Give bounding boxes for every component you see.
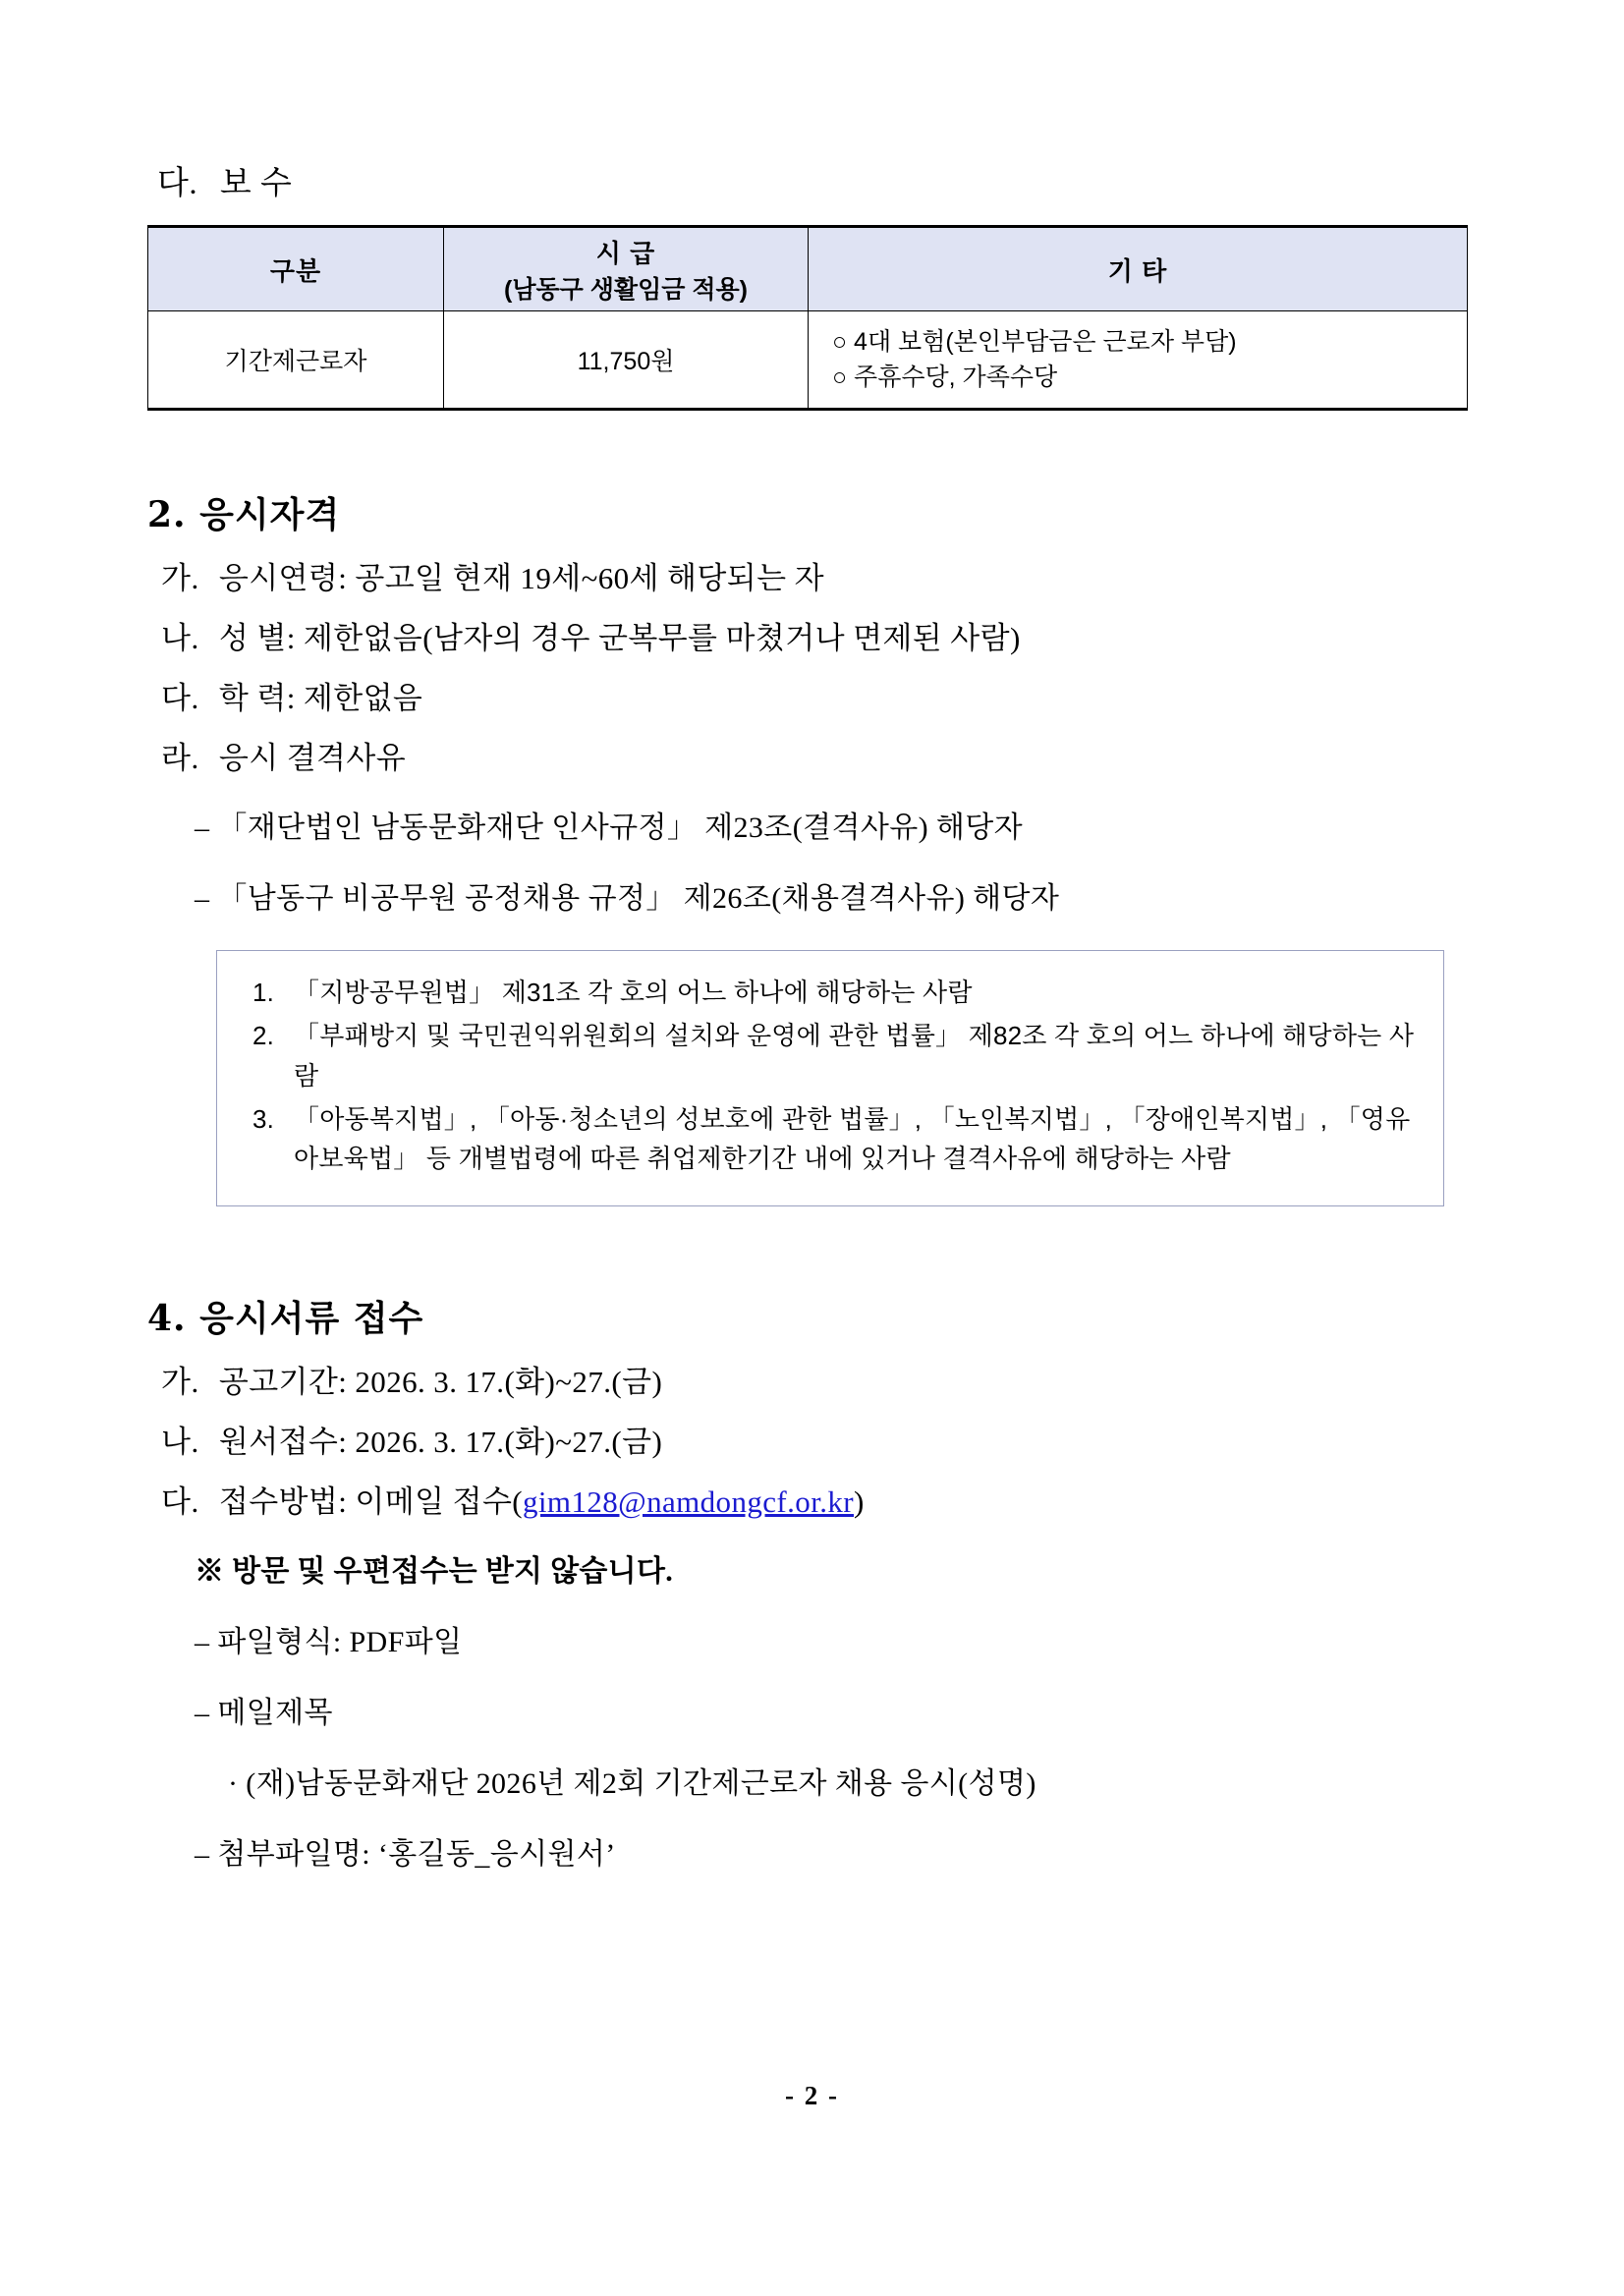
- list-item: 2. 「부패방지 및 국민권익위원회의 설치와 운영에 관한 법률」 제82조 각 호의 어느 하나에 해당하는 사람: [252, 1021, 1415, 1091]
- pay-row-type: 기간제근로자: [148, 311, 444, 410]
- section-4-dash-subject: – 메일제목: [195, 1697, 333, 1730]
- section-2-heading: 2. 응시자격: [147, 494, 341, 535]
- section-2-item-gender: 나. 성 별: 제한없음(남자의 경우 군복무를 마쳤거나 면제된 사람): [161, 621, 1021, 655]
- pay-table-header-type: 구분: [148, 227, 444, 311]
- section-4-heading: 4. 응시서류 접수: [147, 1298, 424, 1340]
- table-row: [148, 311, 1468, 410]
- section-2-item-disqualification: 라. 응시 결격사유: [161, 741, 407, 775]
- pay-row-etc-line1: ○ 4대 보험(본인부담금은 근로자 부담): [832, 327, 1237, 356]
- pay-table-head: [148, 227, 1468, 311]
- email-link[interactable]: gim128@namdongcf.or.kr: [523, 1484, 854, 1520]
- pay-table-body: [148, 311, 1468, 410]
- document-content: [147, 157, 1484, 1900]
- section-2-item-education: 다. 학 력: 제한없음: [161, 681, 423, 715]
- pay-row-wage: 11,750원: [444, 311, 809, 410]
- disqualification-list: [243, 973, 1418, 1178]
- pay-table-header-wage: 시 급 (남동구 생활임금 적용): [444, 227, 809, 311]
- section-4-dash-filetype: – 파일형식: PDF파일: [195, 1626, 463, 1659]
- section-4-item-application: 나. 원서접수: 2026. 3. 17.(화)~27.(금): [161, 1425, 663, 1460]
- section-4-item-period: 가. 공고기간: 2026. 3. 17.(화)~27.(금): [161, 1365, 663, 1400]
- section-2-dash-2: – 「남동구 비공무원 공정채용 규정」 제26조(채용결격사유) 해당자: [195, 882, 1060, 915]
- pay-row-etc: [809, 311, 1468, 410]
- pay-row-etc-line2: ○ 주휴수당, 가족수당: [832, 364, 1058, 391]
- page-footer: - 2 -: [785, 2081, 839, 2110]
- list-item: 3. 「아동복지법」, 「아동·청소년의 성보호에 관한 법률」, 「노인복지법」, 「장애인복지법」, 「영유아보육법」 등 개별법령에 따른 취업제한기간 내에 있거나 결격사유에 해당하는 사람: [252, 1103, 1411, 1174]
- section-4-dash-attachment: – 첨부파일명: ‘홍길동_응시원서’: [195, 1838, 616, 1872]
- pay-table: [147, 225, 1468, 411]
- pay-section-label-prefix: 다.: [157, 166, 198, 201]
- section-4-note: ※ 방문 및 우편접수는 받지 않습니다.: [195, 1555, 674, 1589]
- section-2-item-age: 가. 응시연령: 공고일 현재 19세~60세 해당되는 자: [161, 561, 824, 595]
- pay-section-label: [157, 157, 1484, 203]
- list-item: 1. 「지방공무원법」 제31조 각 호의 어느 하나에 해당하는 사람: [252, 978, 973, 1007]
- pay-table-header-etc: 기 타: [809, 227, 1468, 311]
- pay-section-label-text: 보 수: [219, 166, 293, 201]
- section-4-item-method: 다. 접수방법: 이메일 접수(gim128@namdongcf.or.kr): [161, 1484, 865, 1520]
- disqualification-box: [216, 950, 1444, 1206]
- section-2-dash-1: – 「재단법인 남동문화재단 인사규정」 제23조(결격사유) 해당자: [195, 812, 1024, 844]
- table-header-row: [148, 227, 1468, 311]
- section-4-subject-detail: · (재)남동문화재단 2026년 제2회 기간제근로자 채용 응시(성명): [228, 1767, 1036, 1801]
